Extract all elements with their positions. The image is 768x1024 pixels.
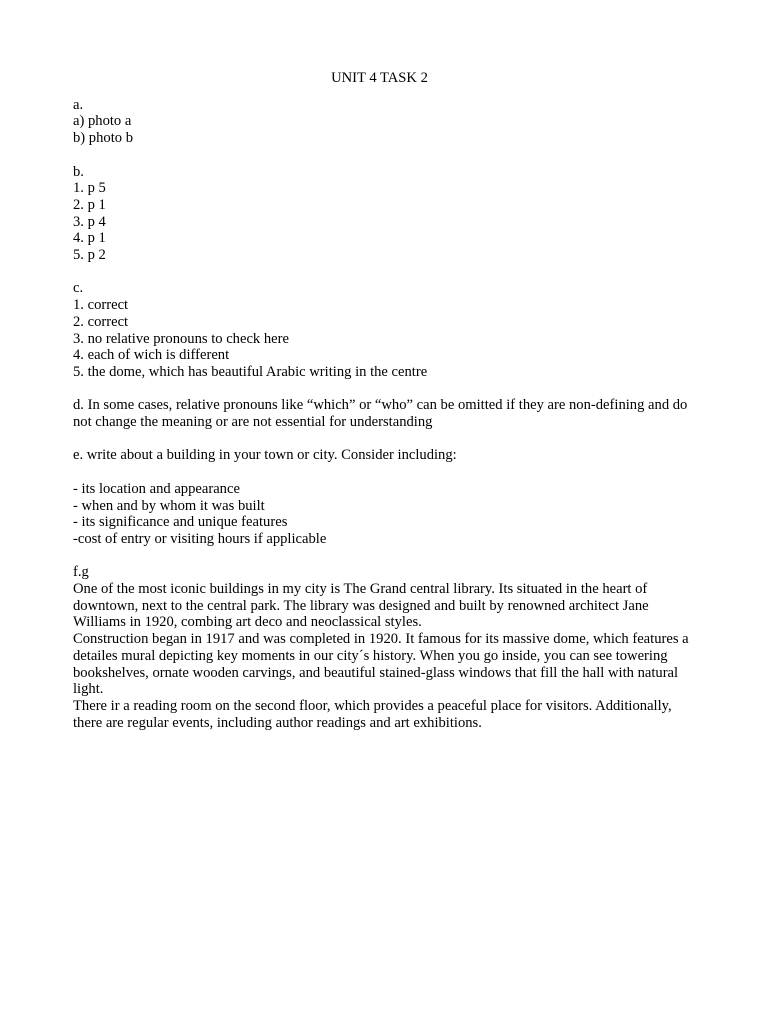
section-b: [73, 164, 696, 264]
section-c-item: 5. the dome, which has beautiful Arabic writing in the centre: [73, 363, 428, 380]
section-fg: [73, 564, 696, 731]
section-e-item: - its significance and unique features: [73, 514, 288, 531]
section-e-item: -cost of entry or visiting hours if applicable: [73, 530, 327, 547]
section-c-item: 4. each of wich is different: [73, 347, 230, 364]
section-a-item: b) photo b: [73, 130, 133, 147]
section-a-label: a.: [73, 96, 84, 113]
section-c: [73, 280, 696, 380]
section-fg-paragraph: Construction began in 1917 and was completed in 1920. It famous for its massive dome, which features a detailes mural depicting key moments in our city´s history. When you go inside, you can see towering bookshelves, ornate wooden carvings, and beautiful stained-glass windows that fill the hall with natural light.: [73, 631, 689, 698]
section-e-text: e. write about a building in your town or city. Consider including:: [73, 447, 457, 464]
section-b-label: b.: [73, 163, 84, 180]
spacer: [73, 381, 696, 398]
spacer: [73, 147, 696, 164]
section-a-item: a) photo a: [73, 113, 132, 130]
section-fg-label: f.g: [73, 564, 89, 581]
section-c-item: 1. correct: [73, 297, 129, 314]
section-b-item: 4. p 1: [73, 230, 106, 247]
section-fg-paragraph: One of the most iconic buildings in my city is The Grand central library. Its situated in the heart of downtown, next to the central park. The library was designed and built by renowned architect Jane Williams in 1920, combing art deco and neoclassical styles.: [73, 581, 649, 631]
section-e-item: - when and by whom it was built: [73, 497, 265, 514]
spacer: [73, 264, 696, 281]
spacer: [73, 548, 696, 565]
section-b-item: 2. p 1: [73, 196, 106, 213]
spacer: [73, 464, 696, 481]
section-b-item: 3. p 4: [73, 213, 106, 230]
section-a: [73, 97, 696, 147]
section-fg-paragraph: There ir a reading room on the second floor, which provides a peaceful place for visitors. Additionally, there are regular events, including author readings and art exhibitions.: [73, 697, 672, 731]
section-c-item: 2. correct: [73, 313, 129, 330]
section-d-text: d. In some cases, relative pronouns like “which” or “who” can be omitted if they are non-defining and do not change the meaning or are not essential for understanding: [73, 397, 688, 431]
section-c-label: c.: [73, 280, 84, 297]
section-e-item: - its location and appearance: [73, 480, 240, 497]
section-c-item: 3. no relative pronouns to check here: [73, 330, 289, 347]
section-e-list: [73, 481, 696, 548]
section-b-item: 1. p 5: [73, 180, 106, 197]
document-title: UNIT 4 TASK 2: [331, 70, 428, 86]
spacer: [73, 431, 696, 448]
section-b-item: 5. p 2: [73, 247, 106, 264]
